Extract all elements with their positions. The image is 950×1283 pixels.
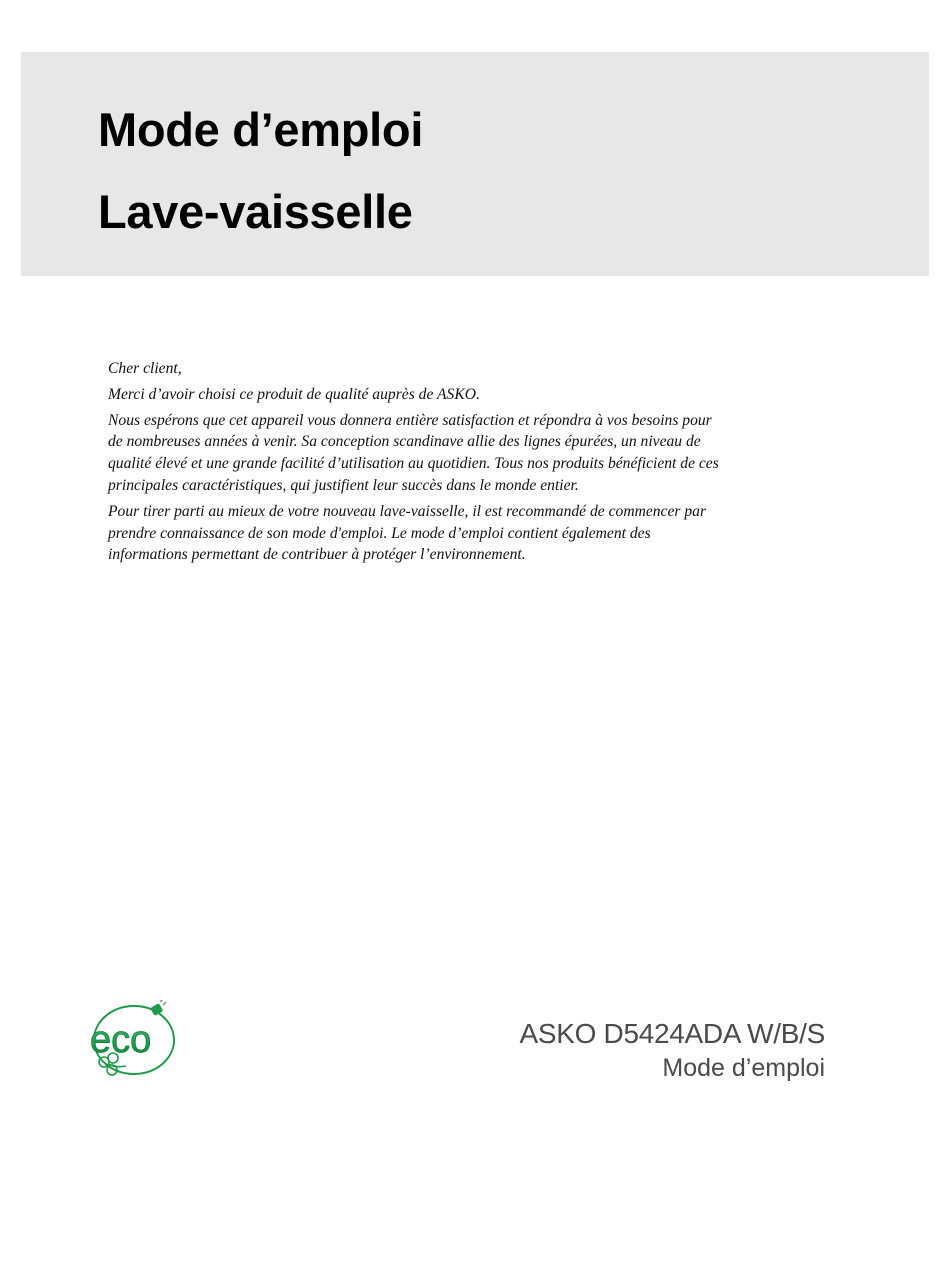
eco-logo-icon <box>86 1000 182 1080</box>
product-model: ASKO D5424ADA W/B/S <box>519 1018 825 1049</box>
svg-text:eco: eco <box>90 1019 152 1061</box>
header-banner <box>21 52 929 276</box>
intro-paragraph: Nous espérons que cet appareil vous donnera entière satisfaction et répondra à vos besoins pour de nombreuses années à venir. Sa conception scandinave allie des lignes épurées, un niveau de qualité élevé et une grande facilité d’utilisation au quotidien. Tous nos produits bénéficient de ces principales caractéristiques, qui justifient leur succès dans le monde entier. <box>108 411 719 494</box>
document-subtitle: Lave-vaisselle <box>98 185 413 238</box>
product-document-type: Mode d’emploi <box>662 1054 825 1082</box>
intro-paragraph: Pour tirer parti au mieux de votre nouveau lave-vaisselle, il est recommandé de commencer par prendre connaissance de son mode d'emploi. Le mode d’emploi contient également des informations permettant de contribuer à protéger l’environnement. <box>108 502 707 564</box>
document-title: Mode d’emploi <box>98 103 424 156</box>
intro-paragraph: Merci d’avoir choisi ce produit de qualité auprès de ASKO. <box>108 385 480 403</box>
product-info <box>519 1017 825 1085</box>
intro-text <box>108 358 728 570</box>
greeting: Cher client, <box>108 360 182 377</box>
